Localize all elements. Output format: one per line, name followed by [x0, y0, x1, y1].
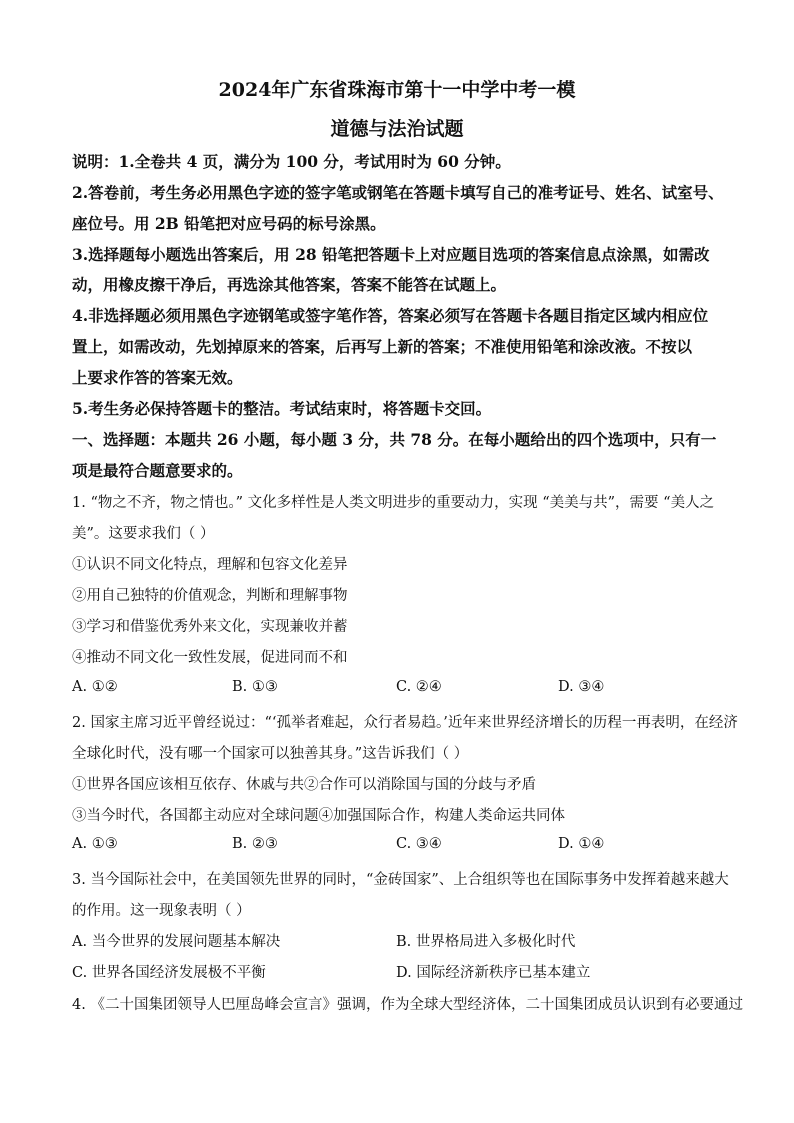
exam-subtitle: 道德与法治试题 — [330, 118, 464, 140]
question-2-option-b: B. ②③ — [232, 836, 278, 852]
instruction-line: 3.选择题每小题选出答案后，用 28 铅笔把答题卡上对应题目选项的答案信息点涂黑，如需改 — [72, 245, 710, 264]
section-heading: 项是最符合题意要求的。 — [72, 461, 243, 480]
instruction-line: 5.考生务必保持答题卡的整洁。考试结束时，将答题卡交回。 — [72, 399, 492, 418]
question-3-option-b: B. 世界格局进入多极化时代 — [396, 934, 576, 950]
question-3-option-c: C. 世界各国经济发展极不平衡 — [72, 965, 266, 981]
instruction-line: 2.答卷前，考生务必用黑色字迹的签字笔或钢笔在答题卡填写自己的准考证号、姓名、试室号、 — [72, 183, 724, 202]
question-4-stem: 4. 《二十国集团领导人巴厘岛峰会宣言》强调，作为全球大型经济体，二十国集团成员认识到有必要通过 — [72, 997, 743, 1013]
question-2-stem: 2. 国家主席习近平曾经说过：“‘孤举者难起，众行者易趋。’近年来世界经济增长的历程一再表明，在经济 — [72, 715, 738, 731]
question-3-option-d: D. 国际经济新秩序已基本建立 — [396, 965, 591, 981]
question-1-stem: 美”。这要求我们（ ） — [72, 526, 215, 542]
instruction-line: 上要求作答的答案无效。 — [72, 368, 243, 387]
question-2-option-d: D. ①④ — [558, 836, 605, 852]
question-3-stem: 的作用。这一现象表明（ ） — [72, 903, 251, 919]
question-2-option-a: A. ①③ — [72, 836, 118, 852]
question-1-item: ④推动不同文化一致性发展，促进同而不和 — [72, 650, 348, 666]
instruction-line: 4.非选择题必须用黑色字迹钢笔或签字笔作答，答案必须写在答题卡各题目指定区域内相应位 — [72, 306, 709, 325]
question-1-option-b: B. ①③ — [232, 679, 278, 695]
question-2-stem: 全球化时代，没有哪一个国家可以独善其身。”这告诉我们（ ） — [72, 746, 469, 762]
question-1-item: ②用自己独特的价值观念，判断和理解事物 — [72, 588, 348, 604]
question-1-option-a: A. ①② — [72, 679, 118, 695]
question-1-stem: 1. “物之不齐，物之情也。” 文化多样性是人类文明进步的重要动力，实现 “美美与共”，需要 “美人之 — [72, 495, 715, 511]
question-3-stem: 3. 当今国际社会中，在美国领先世界的同时，“金砖国家”、上合组织等也在国际事务中发挥着越来越大 — [72, 872, 729, 888]
exam-title: 2024年广东省珠海市第十一中学中考一模 — [218, 79, 576, 101]
question-1-item: ③学习和借鉴优秀外来文化，实现兼收并蓄 — [72, 619, 348, 635]
instruction-line: 座位号。用 2B 铅笔把对应号码的标号涂黑。 — [72, 214, 386, 233]
question-2-item: ③当今时代，各国都主动应对全球问题④加强国际合作，构建人类命运共同体 — [72, 808, 565, 824]
instruction-line: 置上，如需改动，先划掉原来的答案，后再写上新的答案；不准使用铅笔和涂改液。不按以 — [72, 337, 693, 356]
section-heading: 一、选择题：本题共 26 小题，每小题 3 分，共 78 分。在每小题给出的四个选项中，只有一 — [72, 430, 717, 449]
instruction-line: 说明：1.全卷共 4 页，满分为 100 分，考试用时为 60 分钟。 — [72, 152, 511, 171]
question-1-option-c: C. ②④ — [396, 679, 442, 695]
question-2-option-c: C. ③④ — [396, 836, 442, 852]
instruction-line: 动，用橡皮擦干净后，再选涂其他答案，答案不能答在试题上。 — [72, 275, 507, 294]
question-1-item: ①认识不同文化特点，理解和包容文化差异 — [72, 557, 348, 573]
question-1-option-d: D. ③④ — [558, 679, 605, 695]
question-3-option-a: A. 当今世界的发展问题基本解决 — [72, 934, 281, 950]
question-2-item: ①世界各国应该相互依存、休戚与共②合作可以消除国与国的分歧与矛盾 — [72, 777, 536, 793]
